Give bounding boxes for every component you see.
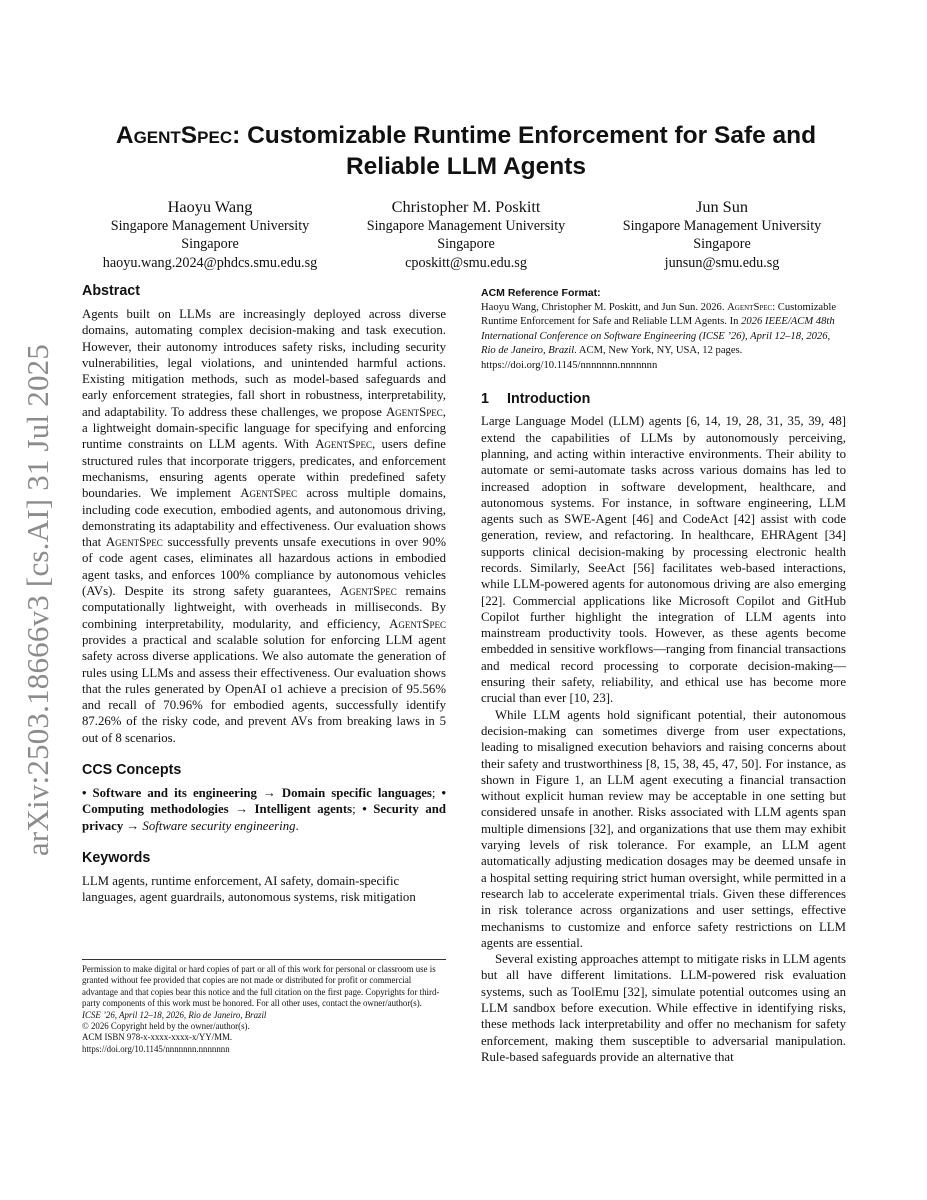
- keywords-heading: Keywords: [82, 849, 151, 866]
- system-name: AgentSpec: [389, 616, 446, 631]
- abstract-seg: remains computationally lightweight, with overheads in milliseconds. By combining interpretability, modularity, and efficiency,: [82, 584, 446, 631]
- conference-line: ICSE ’26, April 12–18, 2026, Rio de Janeiro, Brazil: [82, 1009, 267, 1020]
- ccs-sep: ;: [352, 802, 363, 817]
- permission-text: Permission to make digital or hard copies of part or all of this work for personal or classroom use is granted without fee provided that copies are not made or distributed for profit or commercial advantage and that copies bear this notice and the full citation on the first page. Copyrights for third-party components of this work must be honored. For all other uses, contact the owner/author(s).: [82, 964, 440, 1009]
- left-column: [82, 283, 446, 906]
- abstract-text: [82, 306, 446, 746]
- system-name: AgentSpec: [385, 404, 443, 419]
- introduction-heading: [481, 391, 846, 407]
- abstract-seg: , users define structured rules that incorporate triggers, predicates, and enforcement mechanisms, ensuring agents operate within predefined safety boundaries. We implement: [82, 437, 446, 501]
- title-line1: : Customizable Runtime Enforcement for Safe and: [232, 122, 817, 149]
- ccs-sep: ;: [431, 786, 436, 801]
- ccs-item: • Security and privacy →: [82, 802, 446, 833]
- isbn-line: ACM ISBN 978-x-xxxx-xxxx-x/YY/MM.: [82, 1032, 233, 1043]
- author-name: Jun Sun: [695, 197, 749, 216]
- acm-ref-seg: . ACM, New York, NY, USA, 12 pages. https://doi.org/10.1145/nnnnnnn.nnnnnnn: [481, 345, 743, 371]
- abstract-heading: Abstract: [82, 283, 140, 299]
- paper-title: [82, 120, 850, 182]
- author-country: Singapore: [437, 236, 495, 253]
- author-affiliation: Singapore Management University: [622, 218, 822, 234]
- abstract-seg: Agents built on LLMs are increasingly deployed across diverse domains, automating complex decision-making and task execution. However, their autonomy introduces safety risks, including security vulnerabilities, legal violations, and unintended harmful actions. Existing mitigation methods, such as model-based safeguards and early enforcement strategies, fall short in robustness, interpretability, and adaptability. To address these challenges, we propose: [82, 307, 446, 419]
- ccs-item: • Computing methodologies → Intelligent agents: [82, 786, 446, 817]
- abstract-seg: provides a practical and scalable solution for enforcing LLM agent safety across diverse applications. We also automate the generation of rules using LLMs and assess their effectiveness. Our evaluation shows that the rules generated by OpenAI o1 achieve a precision of 95.56% and recall of 70.96% for embodied agents, successfully identify 87.26% of the risky code, and prevent AVs from breaking laws in 5 out of 8 scenarios.: [82, 632, 446, 745]
- acm-reference-text: [481, 301, 846, 373]
- arxiv-identifier: [18, 345, 58, 855]
- ccs-item: • Software and its engineering → Domain specific languages: [82, 786, 432, 801]
- title-line2: Reliable LLM Agents: [345, 153, 587, 180]
- abstract-seg: successfully prevents unsafe executions in over 90% of code agent cases, eliminates all hazardous actions in embodied agent tasks, and enforces 100% compliance by autonomous vehicles (AVs). Despite its strong safety guarantees,: [82, 535, 446, 599]
- ccs-concepts: [82, 785, 446, 834]
- abstract-seg: , a lightweight domain-specific language for specifying and enforcing runtime constraints on LLM agents. With: [82, 404, 446, 452]
- acm-ref-venue: 2026 IEEE/ACM 48th International Conference on Software Engineering (ICSE ’26), April 12–18, 2026, Rio de Janeiro, Brazil: [481, 316, 835, 357]
- author-1: [82, 197, 338, 272]
- system-name: AgentSpec: [727, 302, 773, 313]
- system-name: AgentSpec: [339, 584, 397, 599]
- author-affiliation: Singapore Management University: [110, 218, 310, 234]
- permission-footnote: [82, 959, 446, 1055]
- intro-paragraph-1: Large Language Model (LLM) agents [6, 14, 19, 28, 31, 35, 39, 48] extend the capabilities of LLMs by autonomously perceiving, planning, and acting within interactive environments. Their ability to automate or semi-automate tasks across various domains has led to increased adoption in software development, healthcare, and autonomous systems. For instance, in software engineering, LLM agents such as SWE-Agent [46] and CodeAct [42] assist with code generation, review, and refactoring. In healthcare, EHRAgent [34] supports clinical decision-making by processing electronic health records. Similarly, SeeAct [56] facilitates web-based interactions, while LLM-powered agents for autonomous driving are also emerging [22]. Commercial applications like Microsoft Copilot and GitHub Copilot further highlight the integration of LLM agents into mainstream productivity tools. However, as these agents become embedded in sensitive workflows—ranging from financial transactions and medical record processing to corporate decision-making—ensuring their safety, reliability, and ethical use has become more crucial than ever [10, 23].: [481, 414, 846, 706]
- author-name: Christopher M. Poskitt: [391, 197, 541, 216]
- section-title: Introduction: [507, 391, 591, 408]
- system-name: AgentSpec: [240, 486, 298, 501]
- author-name: Haoyu Wang: [167, 197, 253, 216]
- system-name: AgentSpec: [315, 437, 373, 452]
- ccs-item-leaf: Software security engineering: [139, 818, 296, 833]
- author-3: [594, 197, 850, 272]
- arxiv-stamp-text: arXiv:2503.18666v3 [cs.AI] 31 Jul 2025: [20, 343, 55, 857]
- right-column: [481, 287, 846, 1065]
- author-email: haoyu.wang.2024@phdcs.smu.edu.sg: [102, 254, 318, 271]
- doi-link[interactable]: https://doi.org/10.1145/nnnnnnn.nnnnnnn: [82, 1043, 230, 1054]
- system-name: AgentSpec: [105, 535, 163, 550]
- author-block: [82, 197, 850, 272]
- section-number: 1: [481, 391, 489, 408]
- author-country: Singapore: [181, 236, 239, 253]
- title-system-name: AgentSpec: [115, 122, 233, 149]
- author-email: junsun@smu.edu.sg: [664, 254, 780, 271]
- author-2: [338, 197, 594, 272]
- intro-paragraph-3: Several existing approaches attempt to mitigate risks in LLM agents but all have different limitations. LLM-powered risk evaluation systems, such as ToolEmu [32], simulate potential outcomes using an LLM sandbox before execution. While effective in identifying risks, these methods lack interpretability and offer no mechanism for safety enforcement, making them susceptible to adversarial manipulation. Rule-based safeguards provide an alternative that: [481, 952, 846, 1064]
- acm-reference-heading: ACM Reference Format:: [481, 287, 601, 299]
- ccs-heading: CCS Concepts: [82, 762, 182, 779]
- author-email: cposkitt@smu.edu.sg: [405, 254, 527, 271]
- acm-ref-seg: Haoyu Wang, Christopher M. Poskitt, and Jun Sun. 2026.: [481, 302, 728, 313]
- abstract-seg: across multiple domains, including code execution, embodied agents, and autonomous driving, demonstrating its adaptability and effectiveness. Our evaluation shows that: [82, 486, 446, 550]
- intro-paragraph-2: While LLM agents hold significant potential, their autonomous decision-making can sometimes diverge from user expectations, leading to misaligned execution behaviors and raising concerns about their safety and trustworthiness [8, 15, 38, 45, 47, 50]. For instance, as shown in Figure 1, an LLM agent executing a financial transaction without explicit human review may be acceptable in one setting but considered unsafe in another. Risks associated with LLM agents span multiple dimensions [32], and organizations that use them may exhibit varying levels of risk tolerance. For example, an LLM agent automatically adjusting medication dosages may be deemed unsafe in a hospital setting requiring strict human oversight, while permitted in a research lab to accelerate experimental trials. Given these differences in risk tolerance across organizations and user settings, effective mechanisms to customize and enforce safety restrictions on LLM agents are essential.: [481, 707, 846, 950]
- acm-ref-seg: : Customizable Runtime Enforcement for Safe and Reliable LLM Agents. In: [481, 302, 837, 328]
- author-affiliation: Singapore Management University: [366, 218, 566, 234]
- author-country: Singapore: [693, 236, 751, 253]
- copyright-line: © 2026 Copyright held by the owner/author(s).: [82, 1021, 250, 1032]
- ccs-sep: .: [295, 818, 299, 833]
- keywords-text: LLM agents, runtime enforcement, AI safety, domain-specific languages, agent guardrails, autonomous systems, risk mitigation: [82, 873, 416, 905]
